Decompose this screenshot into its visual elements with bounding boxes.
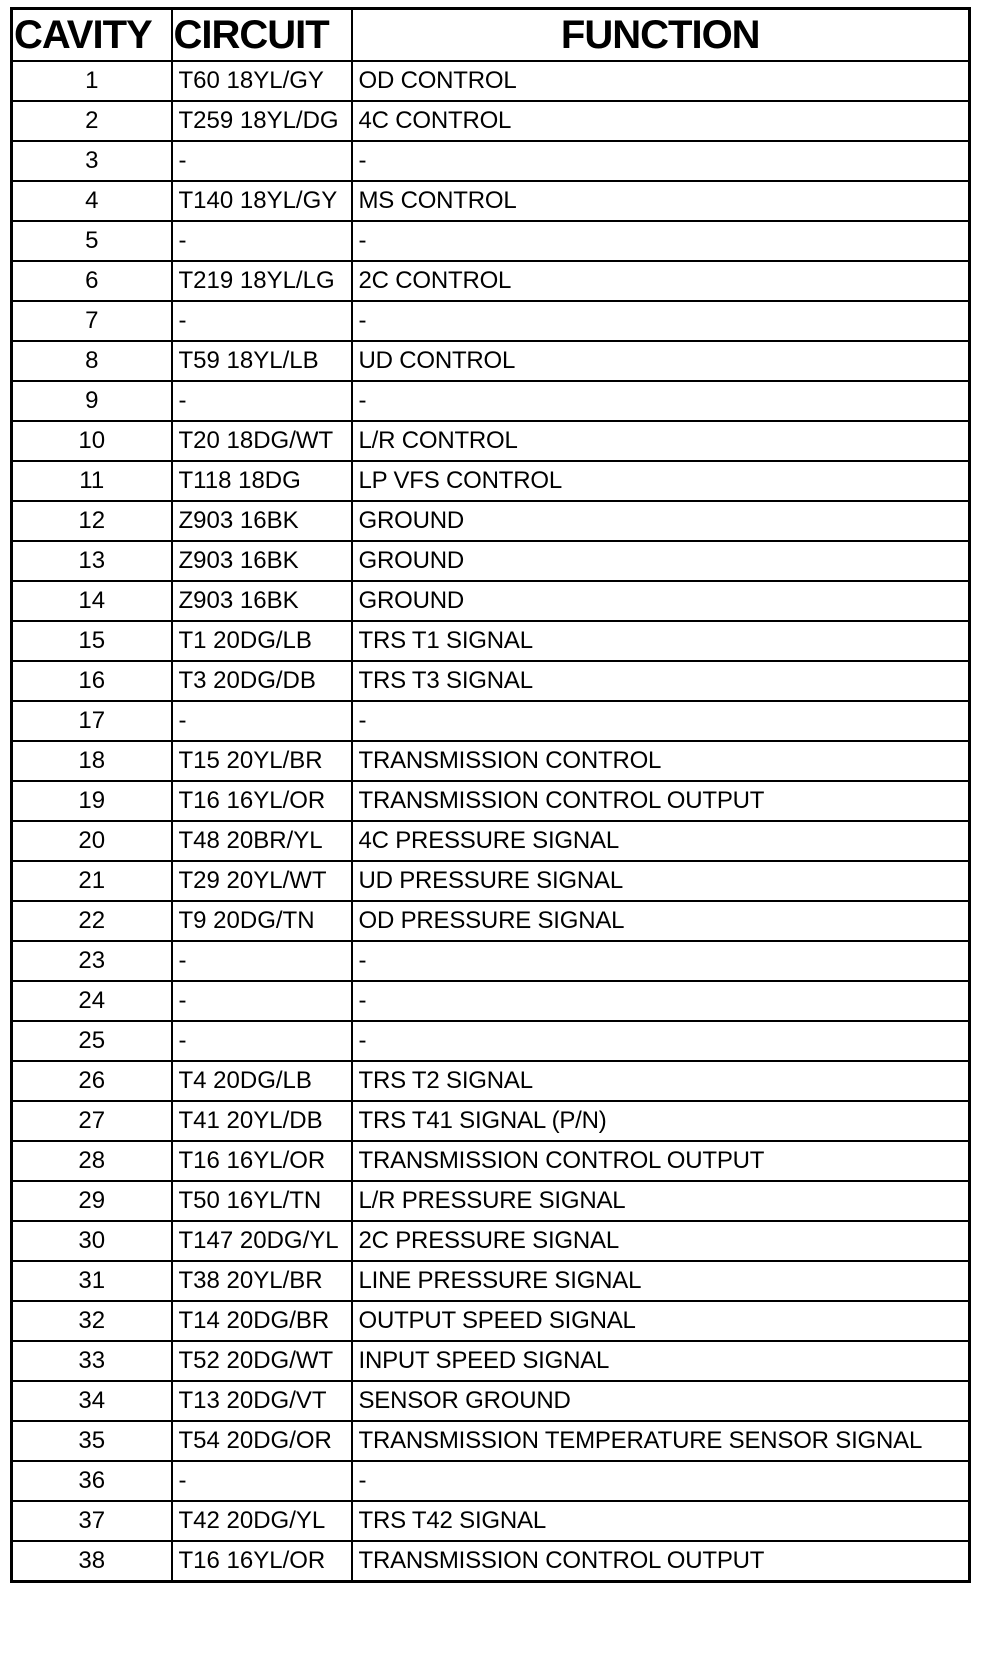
- circuit-cell: -: [172, 141, 352, 181]
- table-row: [12, 1461, 970, 1501]
- cavity-cell: 38: [12, 1541, 172, 1581]
- table-row: [12, 501, 970, 541]
- circuit-cell: T259 18YL/DG: [172, 101, 352, 141]
- table-row: [12, 621, 970, 661]
- table-row: [12, 381, 970, 421]
- circuit-cell: T147 20DG/YL: [172, 1221, 352, 1261]
- cavity-cell: 36: [12, 1461, 172, 1501]
- table-row: [12, 581, 970, 621]
- circuit-cell: T13 20DG/VT: [172, 1381, 352, 1421]
- cavity-cell: 35: [12, 1421, 172, 1461]
- table-row: [12, 741, 970, 781]
- function-cell: MS CONTROL: [352, 181, 970, 221]
- table-row: [12, 941, 970, 981]
- circuit-cell: T4 20DG/LB: [172, 1061, 352, 1101]
- function-cell: 2C CONTROL: [352, 261, 970, 301]
- function-cell: TRANSMISSION CONTROL OUTPUT: [352, 781, 970, 821]
- circuit-cell: -: [172, 981, 352, 1021]
- function-cell: OUTPUT SPEED SIGNAL: [352, 1301, 970, 1341]
- cavity-cell: 29: [12, 1181, 172, 1221]
- function-cell: TRANSMISSION CONTROL OUTPUT: [352, 1541, 970, 1581]
- connector-pinout-table-container: [10, 7, 968, 1583]
- cavity-cell: 1: [12, 61, 172, 101]
- circuit-cell: Z903 16BK: [172, 501, 352, 541]
- cavity-cell: 18: [12, 741, 172, 781]
- cavity-cell: 30: [12, 1221, 172, 1261]
- circuit-cell: T50 16YL/TN: [172, 1181, 352, 1221]
- cavity-cell: 16: [12, 661, 172, 701]
- function-cell: TRANSMISSION CONTROL OUTPUT: [352, 1141, 970, 1181]
- cavity-cell: 32: [12, 1301, 172, 1341]
- table-row: [12, 1021, 970, 1061]
- circuit-cell: T140 18YL/GY: [172, 181, 352, 221]
- function-cell: OD CONTROL: [352, 61, 970, 101]
- cavity-cell: 34: [12, 1381, 172, 1421]
- function-cell: TRS T2 SIGNAL: [352, 1061, 970, 1101]
- function-cell: LP VFS CONTROL: [352, 461, 970, 501]
- cavity-cell: 2: [12, 101, 172, 141]
- circuit-cell: T3 20DG/DB: [172, 661, 352, 701]
- circuit-cell: -: [172, 701, 352, 741]
- table-row: [12, 1221, 970, 1261]
- function-cell: TRS T42 SIGNAL: [352, 1501, 970, 1541]
- circuit-cell: T48 20BR/YL: [172, 821, 352, 861]
- function-cell: L/R CONTROL: [352, 421, 970, 461]
- circuit-cell: T38 20YL/BR: [172, 1261, 352, 1301]
- cavity-cell: 21: [12, 861, 172, 901]
- circuit-cell: T60 18YL/GY: [172, 61, 352, 101]
- cavity-cell: 26: [12, 1061, 172, 1101]
- circuit-cell: -: [172, 381, 352, 421]
- table-row: [12, 1101, 970, 1141]
- function-cell: TRS T3 SIGNAL: [352, 661, 970, 701]
- circuit-cell: -: [172, 301, 352, 341]
- cavity-cell: 8: [12, 341, 172, 381]
- table-row: [12, 421, 970, 461]
- table-row: [12, 1541, 970, 1581]
- circuit-cell: T16 16YL/OR: [172, 781, 352, 821]
- circuit-cell: -: [172, 1461, 352, 1501]
- function-cell: 4C CONTROL: [352, 101, 970, 141]
- function-cell: GROUND: [352, 541, 970, 581]
- circuit-cell: T219 18YL/LG: [172, 261, 352, 301]
- table-row: [12, 101, 970, 141]
- function-cell: INPUT SPEED SIGNAL: [352, 1341, 970, 1381]
- table-row: [12, 981, 970, 1021]
- cavity-cell: 27: [12, 1101, 172, 1141]
- function-cell: TRS T41 SIGNAL (P/N): [352, 1101, 970, 1141]
- table-row: [12, 701, 970, 741]
- circuit-cell: T9 20DG/TN: [172, 901, 352, 941]
- function-cell: SENSOR GROUND: [352, 1381, 970, 1421]
- circuit-cell: T29 20YL/WT: [172, 861, 352, 901]
- circuit-cell: T59 18YL/LB: [172, 341, 352, 381]
- table-row: [12, 221, 970, 261]
- function-cell: 2C PRESSURE SIGNAL: [352, 1221, 970, 1261]
- table-row: [12, 261, 970, 301]
- circuit-cell: T42 20DG/YL: [172, 1501, 352, 1541]
- table-row: [12, 141, 970, 181]
- circuit-cell: T16 16YL/OR: [172, 1541, 352, 1581]
- cavity-cell: 9: [12, 381, 172, 421]
- connector-pinout-table: [10, 7, 971, 1583]
- table-row: [12, 541, 970, 581]
- function-cell: -: [352, 1461, 970, 1501]
- table-body: [12, 61, 970, 1581]
- table-row: [12, 1421, 970, 1461]
- table-row: [12, 1141, 970, 1181]
- cavity-cell: 31: [12, 1261, 172, 1301]
- table-row: [12, 1261, 970, 1301]
- table-row: [12, 1501, 970, 1541]
- function-cell: -: [352, 301, 970, 341]
- circuit-cell: T20 18DG/WT: [172, 421, 352, 461]
- cavity-cell: 15: [12, 621, 172, 661]
- circuit-cell: -: [172, 1021, 352, 1061]
- cavity-cell: 7: [12, 301, 172, 341]
- cavity-cell: 12: [12, 501, 172, 541]
- cavity-cell: 19: [12, 781, 172, 821]
- table-row: [12, 661, 970, 701]
- cavity-cell: 23: [12, 941, 172, 981]
- table-header-row: [12, 9, 970, 62]
- table-row: [12, 1301, 970, 1341]
- table-row: [12, 781, 970, 821]
- cavity-cell: 4: [12, 181, 172, 221]
- function-cell: -: [352, 1021, 970, 1061]
- table-row: [12, 181, 970, 221]
- circuit-cell: T118 18DG: [172, 461, 352, 501]
- function-cell: TRANSMISSION CONTROL: [352, 741, 970, 781]
- cavity-cell: 28: [12, 1141, 172, 1181]
- cavity-cell: 5: [12, 221, 172, 261]
- function-cell: LINE PRESSURE SIGNAL: [352, 1261, 970, 1301]
- circuit-cell: -: [172, 221, 352, 261]
- cavity-cell: 14: [12, 581, 172, 621]
- cavity-cell: 25: [12, 1021, 172, 1061]
- function-cell: OD PRESSURE SIGNAL: [352, 901, 970, 941]
- circuit-cell: T52 20DG/WT: [172, 1341, 352, 1381]
- function-cell: GROUND: [352, 501, 970, 541]
- circuit-cell: T1 20DG/LB: [172, 621, 352, 661]
- cavity-cell: 22: [12, 901, 172, 941]
- header-function: FUNCTION: [352, 9, 970, 62]
- header-cavity: CAVITY: [12, 9, 172, 62]
- function-cell: TRS T1 SIGNAL: [352, 621, 970, 661]
- circuit-cell: T16 16YL/OR: [172, 1141, 352, 1181]
- table-row: [12, 1381, 970, 1421]
- table-row: [12, 1061, 970, 1101]
- cavity-cell: 6: [12, 261, 172, 301]
- cavity-cell: 13: [12, 541, 172, 581]
- function-cell: UD CONTROL: [352, 341, 970, 381]
- table-row: [12, 901, 970, 941]
- header-circuit: CIRCUIT: [172, 9, 352, 62]
- table-row: [12, 1341, 970, 1381]
- function-cell: TRANSMISSION TEMPERATURE SENSOR SIGNAL: [352, 1421, 970, 1461]
- table-row: [12, 1181, 970, 1221]
- function-cell: L/R PRESSURE SIGNAL: [352, 1181, 970, 1221]
- table-row: [12, 461, 970, 501]
- cavity-cell: 17: [12, 701, 172, 741]
- function-cell: 4C PRESSURE SIGNAL: [352, 821, 970, 861]
- cavity-cell: 20: [12, 821, 172, 861]
- circuit-cell: Z903 16BK: [172, 541, 352, 581]
- table-row: [12, 341, 970, 381]
- table-row: [12, 301, 970, 341]
- circuit-cell: T14 20DG/BR: [172, 1301, 352, 1341]
- cavity-cell: 3: [12, 141, 172, 181]
- function-cell: -: [352, 701, 970, 741]
- function-cell: -: [352, 141, 970, 181]
- table-row: [12, 861, 970, 901]
- table-row: [12, 821, 970, 861]
- table-row: [12, 61, 970, 101]
- circuit-cell: Z903 16BK: [172, 581, 352, 621]
- cavity-cell: 24: [12, 981, 172, 1021]
- function-cell: GROUND: [352, 581, 970, 621]
- function-cell: UD PRESSURE SIGNAL: [352, 861, 970, 901]
- cavity-cell: 37: [12, 1501, 172, 1541]
- function-cell: -: [352, 221, 970, 261]
- circuit-cell: T41 20YL/DB: [172, 1101, 352, 1141]
- cavity-cell: 10: [12, 421, 172, 461]
- cavity-cell: 33: [12, 1341, 172, 1381]
- circuit-cell: T15 20YL/BR: [172, 741, 352, 781]
- function-cell: -: [352, 981, 970, 1021]
- cavity-cell: 11: [12, 461, 172, 501]
- circuit-cell: -: [172, 941, 352, 981]
- circuit-cell: T54 20DG/OR: [172, 1421, 352, 1461]
- function-cell: -: [352, 941, 970, 981]
- function-cell: -: [352, 381, 970, 421]
